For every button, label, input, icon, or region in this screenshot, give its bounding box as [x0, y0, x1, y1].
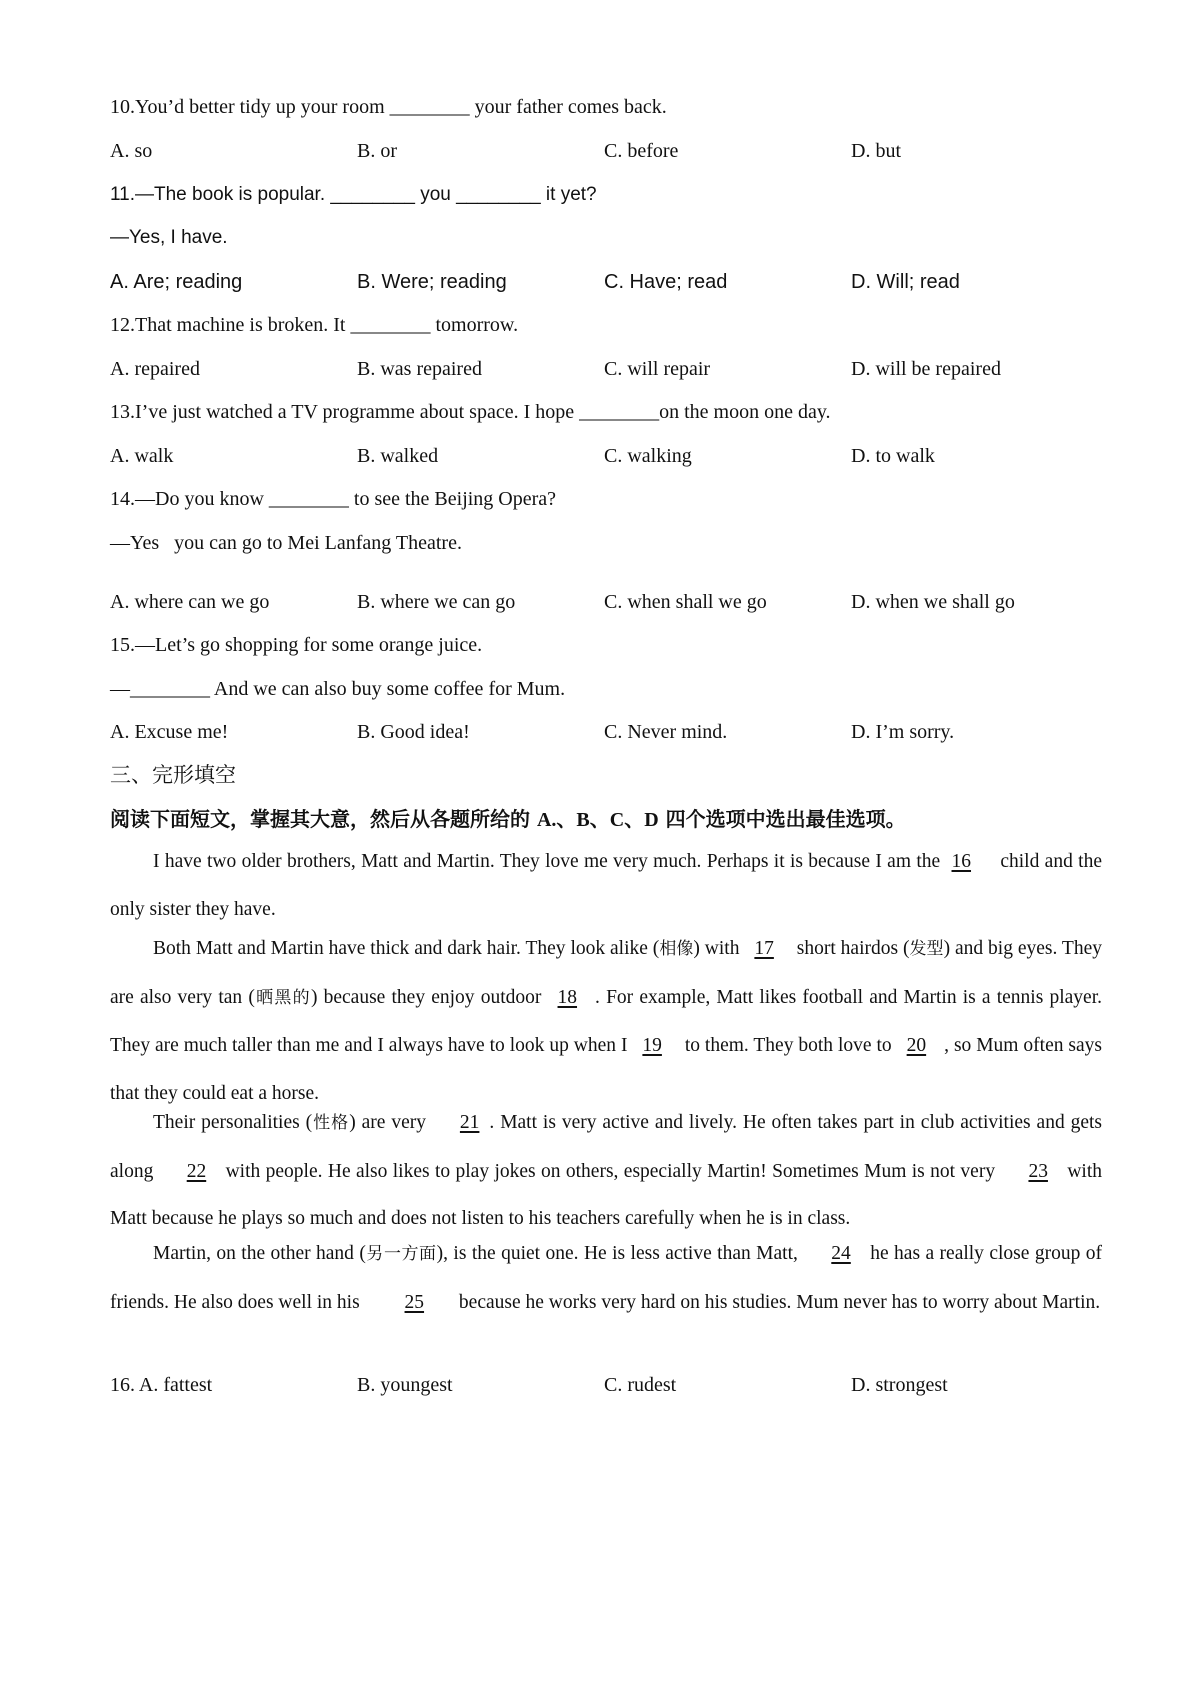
option-d: D. I’m sorry. [851, 721, 955, 743]
passage-text: ) because they enjoy outdoor [310, 986, 548, 1008]
instruction-post: 四个选项中选出最佳选项。 [665, 807, 906, 831]
option-d: D. will be repaired [851, 358, 1001, 380]
passage-text: Martin, on the other hand ( [153, 1243, 366, 1264]
question-15-stem: 15.—Let’s go shopping for some orange juice. [110, 634, 483, 656]
option-a: A. walk [110, 445, 174, 467]
option-d: D. but [851, 140, 901, 162]
chinese-gloss: 相像 [659, 939, 694, 959]
section-instruction [110, 806, 906, 833]
passage-text: I have two older brothers, Matt and Martin. They love me very much. Perhaps it is because I am the [153, 851, 946, 872]
passage-text: ) are very [349, 1112, 432, 1133]
option-b: B. Were; reading [357, 271, 507, 293]
passage-text: ), is the quiet one. He is less active than Matt, [436, 1243, 804, 1264]
blank-number: 23 [1028, 1160, 1048, 1182]
option-c: C. rudest [604, 1374, 677, 1396]
option-c: C. will repair [604, 358, 711, 380]
option-a: A. Excuse me! [110, 721, 229, 743]
passage-text: short hairdos ( [791, 938, 910, 959]
passage-text: Their personalities ( [153, 1112, 313, 1133]
section-heading: 三、完形填空 [110, 763, 236, 787]
passage-text: because he works very hard on his studies. Mum never has to worry about Martin. [454, 1291, 1101, 1313]
option-d: D. to walk [851, 445, 935, 467]
blank-23 [1000, 1148, 1062, 1196]
blank-number: 21 [459, 1112, 480, 1133]
option-d: D. when we shall go [851, 591, 1015, 613]
chinese-gloss: 性格 [312, 1113, 350, 1133]
question-11-stem: 11.—The book is popular. ________ you ________ it yet? [110, 184, 597, 205]
option-d: D. Will; read [851, 271, 960, 293]
blank-16 [946, 838, 996, 886]
option-b: B. youngest [357, 1374, 453, 1396]
question-14-reply: —Yes you can go to Mei Lanfang Theatre. [110, 532, 462, 554]
blank-number: 17 [754, 938, 774, 959]
blank-21 [432, 1099, 490, 1147]
option-a: A. so [110, 140, 153, 162]
passage-text: ) with [693, 938, 745, 959]
blank-25 [365, 1279, 455, 1327]
option-a: A. Are; reading [110, 271, 243, 293]
passage-text: with Matt because he plays so much and does not listen to his teachers carefully when he is in class. [110, 1160, 1102, 1229]
option-b: B. was repaired [357, 358, 482, 380]
passage-text: he has a really close group of friends. He also does well in his [110, 1243, 1103, 1313]
passage-text: . For example, Matt likes football and Martin is a tennis player. They are much taller than me and I always have to look up when I [110, 986, 1102, 1056]
blank-number: 16 [951, 851, 972, 872]
passage-text: ) and big eyes. They are also very tan ( [110, 938, 1102, 1008]
chinese-gloss: 发型 [909, 939, 944, 959]
blank-19 [632, 1022, 680, 1070]
question-15-options [110, 720, 1110, 744]
question-12-options [110, 357, 1110, 381]
option-c: C. Have; read [604, 271, 728, 293]
blank-number: 18 [557, 986, 578, 1008]
question-10-stem: 10.You’d better tidy up your room ________ your father comes back. [110, 96, 667, 118]
blank-number: 25 [404, 1291, 425, 1313]
question-15-reply: —________ And we can also buy some coffee for Mum. [110, 678, 566, 700]
blank-20 [897, 1022, 945, 1070]
blank-number: 22 [186, 1160, 207, 1182]
question-12-stem: 12.That machine is broken. It ________ tomorrow. [110, 314, 519, 336]
chinese-gloss: 另一方面 [365, 1244, 437, 1264]
option-c: C. walking [604, 445, 692, 467]
question-13-options [110, 444, 1110, 468]
question-13-stem: 13.I’ve just watched a TV programme about space. I hope ________on the moon one day. [110, 401, 831, 423]
passage-text: Both Matt and Martin have thick and dark hair. They look alike ( [153, 938, 660, 959]
passage-text: child and the only sister they have. [110, 851, 1103, 920]
question-14-stem: 14.—Do you know ________ to see the Beijing Opera? [110, 488, 557, 510]
option-c: C. when shall we go [604, 591, 767, 613]
question-11-options [110, 270, 1110, 294]
passage-paragraph-2 [110, 925, 1102, 1117]
passage-text: , so Mum often says that they could eat a horse. [110, 1035, 1102, 1104]
blank-24 [803, 1230, 865, 1278]
option-a: A. where can we go [110, 591, 270, 613]
option-b: B. where we can go [357, 591, 516, 613]
blank-17 [744, 925, 792, 973]
passage-paragraph-3 [110, 1099, 1102, 1243]
option-c: C. Never mind. [604, 721, 728, 743]
option-b: B. Good idea! [357, 721, 470, 743]
question-10-options [110, 139, 1110, 163]
option-a: 16. A. fattest [110, 1374, 213, 1396]
blank-18 [548, 974, 596, 1022]
passage-paragraph-4 [110, 1230, 1102, 1326]
instruction-pre: 阅读下面短文，掌握其大意，然后从各题所给的 [110, 807, 530, 831]
option-b: B. or [357, 140, 397, 162]
cloze-question-16-options [110, 1373, 1110, 1397]
instruction-letters: A.、B、C、D [536, 809, 659, 831]
option-c: C. before [604, 140, 679, 162]
option-d: D. strongest [851, 1374, 948, 1396]
passage-paragraph-1 [110, 838, 1102, 933]
blank-22 [159, 1148, 221, 1196]
option-b: B. walked [357, 445, 439, 467]
chinese-gloss: 晒黑的 [254, 987, 311, 1008]
passage-text: . Matt is very active and lively. He often takes part in club activities and gets along [110, 1112, 1103, 1182]
question-14-options [110, 590, 1110, 614]
question-11-reply: —Yes, I have. [110, 227, 228, 248]
option-a: A. repaired [110, 358, 200, 380]
passage-text: to them. They both love to [679, 1035, 897, 1056]
blank-number: 24 [831, 1243, 851, 1264]
blank-number: 20 [906, 1035, 927, 1056]
blank-number: 19 [642, 1035, 662, 1056]
passage-text: with people. He also likes to play jokes on others, especially Martin! Sometimes Mum is not very [220, 1160, 1001, 1182]
